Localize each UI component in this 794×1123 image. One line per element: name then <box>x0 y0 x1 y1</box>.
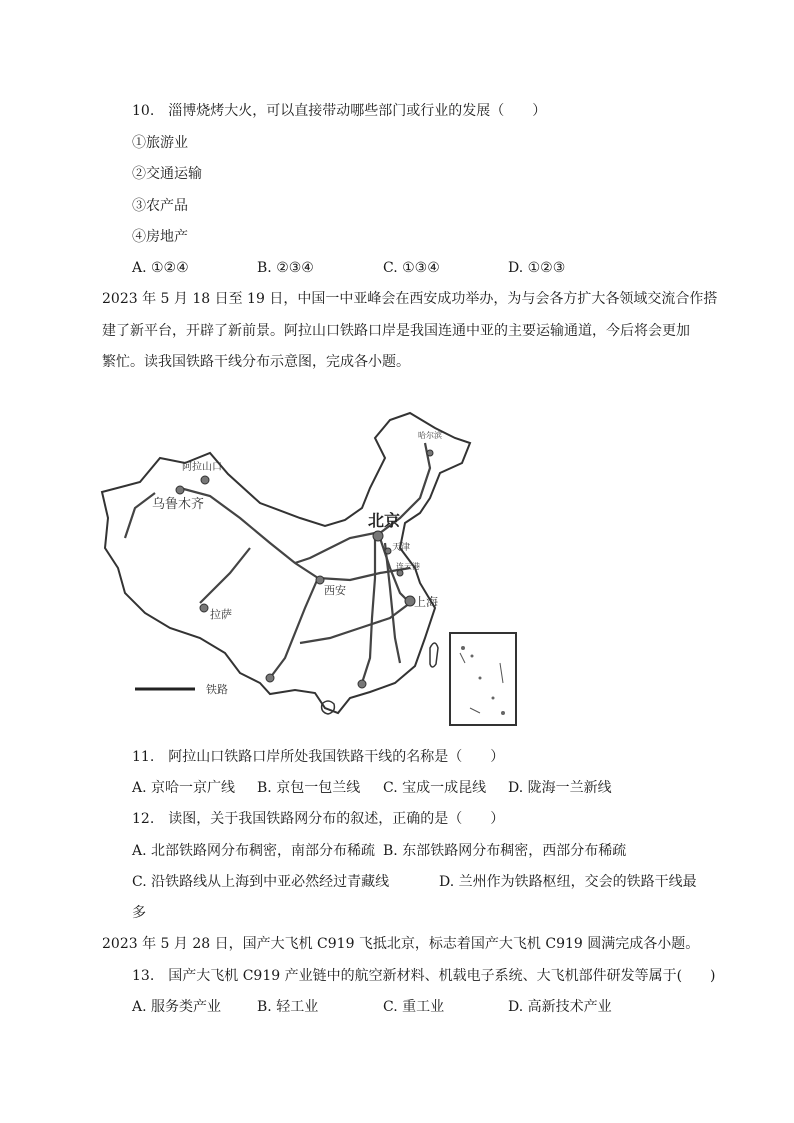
q12-option-b: B. 东部铁路网分布稠密，西部分布稀疏 <box>383 843 627 859</box>
q11-option-b: B. 京包一包兰线 <box>257 780 361 796</box>
q10-option-d: D. ①②③ <box>508 260 566 276</box>
q11-option-c: C. 宝成一成昆线 <box>383 780 487 796</box>
label-tianjin: 天津 <box>392 543 411 553</box>
q12-option-d-continued: 多 <box>132 905 146 921</box>
q12-option-a: A. 北部铁路网分布稠密，南部分布稀疏 <box>132 843 376 859</box>
taiwan-island <box>430 643 438 667</box>
city-beijing-dot <box>373 531 383 541</box>
label-shanghai: 上海 <box>414 595 439 609</box>
q10-item-2: ②交通运输 <box>132 166 202 182</box>
legend-rail-label: 铁路 <box>206 683 228 696</box>
q12-stem: 12. 读图，关于我国铁路网分布的叙述，正确的是（ ） <box>132 811 505 827</box>
q11-option-a: A. 京哈一京广线 <box>132 780 236 796</box>
city-harbin-dot <box>427 450 433 456</box>
label-xian: 西安 <box>324 584 346 597</box>
q11-stem: 11. 阿拉山口铁路口岸所处我国铁路干线的名称是（ ） <box>132 749 505 765</box>
rail-jingbao <box>295 533 375 563</box>
passage1-line-1: 2023 年 5 月 18 日至 19 日，中国一中亚峰会在西安成功举办，为与会各方扩大各领域交流合作搭 <box>102 291 718 307</box>
q13-option-c: C. 重工业 <box>383 999 445 1015</box>
label-alashankou: 阿拉山口 <box>182 462 222 473</box>
city-guangzhou-dot <box>358 680 366 688</box>
railway-map-svg <box>100 408 530 738</box>
q10-option-a: A. ①②④ <box>132 260 189 276</box>
q10-option-b: B. ②③④ <box>257 260 314 276</box>
rail-baocheng <box>270 578 318 678</box>
rail-jingjiu <box>385 543 400 663</box>
q10-item-4: ④房地产 <box>132 229 188 245</box>
city-lhasa-dot <box>200 604 208 612</box>
q12-option-d: D. 兰州作为铁路枢纽，交会的铁路干线最 <box>439 874 697 890</box>
q13-option-d: D. 高新技术产业 <box>508 999 612 1015</box>
q10-option-c: C. ①③④ <box>383 260 440 276</box>
city-xian-dot <box>316 576 324 584</box>
q12-option-c: C. 沿铁路线从上海到中亚必然经过青藏线 <box>132 874 390 890</box>
rail-nanjiang <box>125 493 155 538</box>
rail-qingzang <box>200 548 250 603</box>
q10-item-1: ①旅游业 <box>132 135 188 151</box>
label-urumqi: 乌鲁木齐 <box>152 497 205 512</box>
passage1-line-2: 建了新平台，开辟了新前景。阿拉山口铁路口岸是我国连通中亚的主要运输通道，今后将会更加 <box>102 323 690 339</box>
passage1-line-3: 繁忙。读我国铁路干线分布示意图，完成各小题。 <box>102 354 410 370</box>
q13-option-b: B. 轻工业 <box>257 999 319 1015</box>
passage2: 2023 年 5 月 28 日，国产大飞机 C919 飞抵北京，标志着国产大飞机 C919 圆满完成各小题。 <box>102 936 700 952</box>
q10-item-3: ③农产品 <box>132 198 188 214</box>
city-alashankou-dot <box>201 476 209 484</box>
q10-stem: 10. 淄博烧烤大火，可以直接带动哪些部门或行业的发展（ ） <box>132 103 547 119</box>
q11-option-d: D. 陇海一兰新线 <box>508 780 612 796</box>
q13-stem: 13. 国产大飞机 C919 产业链中的航空新材料、机载电子系统、大飞机部件研发等属于( ) <box>132 968 716 984</box>
label-lhasa: 拉萨 <box>210 608 232 621</box>
rail-jingguang <box>362 538 375 683</box>
label-lianyungang: 连云港 <box>396 562 420 571</box>
city-urumqi-dot <box>176 486 184 494</box>
label-harbin: 哈尔滨 <box>418 431 442 440</box>
q13-option-a: A. 服务类产业 <box>132 999 222 1015</box>
south-china-sea-inset <box>450 633 516 725</box>
china-railway-map <box>100 408 530 738</box>
label-beijing: 北京 <box>368 511 401 530</box>
city-kunming-dot <box>266 674 274 682</box>
city-tianjin-dot <box>385 548 391 554</box>
